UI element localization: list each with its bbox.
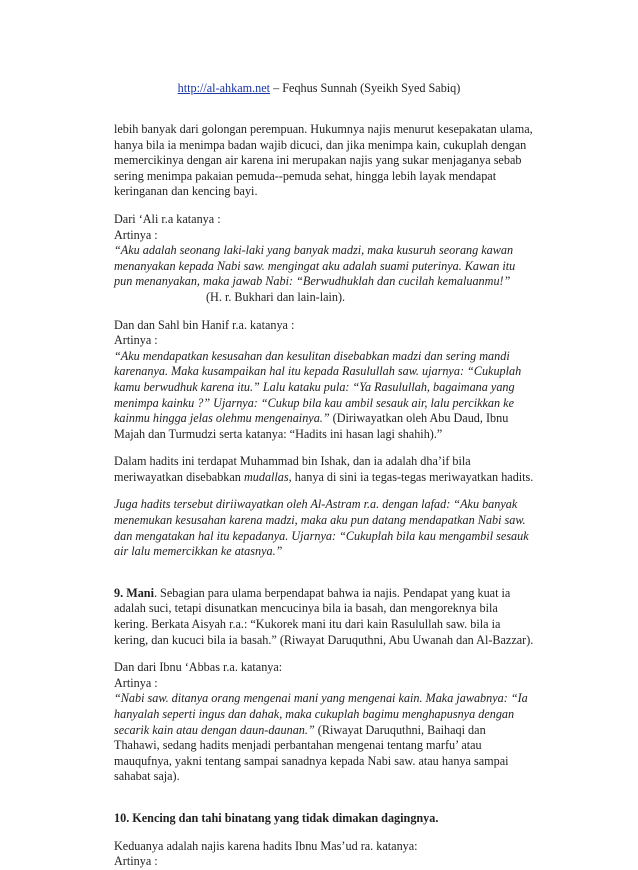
section-kencing-artinya: Artinya : — [114, 854, 158, 869]
hadith-ali-artinya: Artinya : — [114, 227, 158, 242]
section-mani-heading: 9. Mani — [114, 585, 154, 600]
hadith-sahl-artinya: Artinya : — [114, 333, 158, 348]
section-mani-text: . Sebagian para ulama berpendapat bahwa ia najis. Pendapat yang kuat ia adalah suci, tetapi disunatkan mencucinya bila ia basah, dan mengoreknya bila kering. Berkata Aisyah r.a.: “Kukorek mani itu dari kain Rasulullah saw. bila ia kering, dan kucuci bila ia basah.” (Riwayat Daruquthni, Abu Uwanah dan Al-Bazzar). — [114, 585, 534, 647]
hadith-abbas-narration: (Riwayat Daruquthni, Baihaqi dan Thahawi, sedang hadits menjadi perbantahan mengenai tentang marfu’ atau mauqufnya, yakni tentang sampai sanadnya kepada Nabi saw. atau hanya sampai sahabat saja). — [114, 722, 509, 784]
spacer — [114, 572, 534, 586]
hadith-ali-source: (H. r. Bukhari dan lain-lain). — [206, 289, 346, 304]
hadith-sahl-narration: (Diriwayatkan oleh Abu Daud, Ibnu Majah dan Turmudzi serta katanya: “Hadits ini hasan lagi shahih).” — [114, 411, 509, 441]
section-kencing — [114, 839, 534, 870]
spacer — [114, 797, 534, 811]
paragraph-ishak — [114, 454, 534, 485]
hadith-ali-quote: “Aku adalah seonang laki-laki yang banyak madzi, maka kusuruh seorang kawan menanyakan kepada Nabi saw. mengingat aku adalah suami puterinya. Kawan itu pun menanyakan, maka jawab Nabi: “Berwudhuklah dan cucilah kemaluanmu!” — [114, 243, 516, 289]
paragraph-astram: Juga hadits tersebut diriiwayatkan oleh Al-Astram r.a. dengan lafad: “Aku banyak menemukan kesusahan karena madzi, maka aku pun datang mendapatkan Nabi saw. dan mengatakan hal itu kepadanya. Ujarnya: “Cukuplah bila kau mengambil sesauk air lalu memercikkan ke atasnya.” — [114, 497, 529, 559]
hadith-abbas-intro: Dan dari Ibnu ‘Abbas r.a. katanya: — [114, 660, 283, 675]
hadith-ali — [114, 212, 534, 306]
hadith-abbas-quote: “Nabi saw. ditanya orang mengenai mani yang mengenai kain. Maka jawabnya: “Ia hanyalah seperti ingus dan dahak, maka cukuplah bagimu menghapusnya dengan secarik kain atau dengan daun-daunan.” — [114, 691, 528, 737]
document-body — [114, 122, 534, 870]
page-header — [0, 80, 638, 96]
hadith-sahl-quote: “Aku mendapatkan kesusahan dan kesulitan disebabkan madzi dan sering mandi karenanya. Maka kusampaikan hal itu kepada Rasulullah saw. ujarnya: “Cukuplah kamu berwudhuk karena itu.” Lalu kataku pula: “Ya Rasulullah, bagaimana yang menimpa kainku ?” Ujarnya: “Cukup bila kau ambil sesauk air, lalu percikkan ke kainmu hingga jelas olehmu mengenainya.” — [114, 348, 522, 426]
ishak-after: hanya di sini ia tegas-tegas meriwayatkan hadits. — [291, 469, 534, 484]
hadith-abbas — [114, 660, 534, 785]
hadith-sahl-intro: Dan dan Sahl bin Hanif r.a. katanya : — [114, 317, 295, 332]
ishak-term: mudallas, — [243, 469, 292, 484]
hadith-ali-intro: Dari ‘Ali r.a katanya : — [114, 211, 221, 226]
source-link[interactable]: http://al-ahkam.net — [177, 81, 271, 95]
hadith-sahl — [114, 318, 534, 443]
header-title: – Feqhus Sunnah (Syeikh Syed Sabiq) — [270, 81, 461, 95]
section-kencing-text: Keduanya adalah najis karena hadits Ibnu Mas’ud ra. katanya: — [114, 838, 418, 853]
paragraph-intro: lebih banyak dari golongan perempuan. Hukumnya najis menurut kesepakatan ulama, hanya bila ia menimpa badan wajib dicuci, dan jika menimpa kain, cukuplah dengan memercikinya dengan air karena ini merupakan najis yang sukar menjaganya sebab sering menimpa pakaian pemuda--pemuda sehat, hingga lebih layak mendapat keringanan dan kencing bayi. — [114, 122, 533, 199]
section-kencing-heading: 10. Kencing dan tahi binatang yang tidak dimakan dagingnya. — [114, 810, 439, 825]
section-mani — [114, 586, 534, 648]
hadith-abbas-artinya: Artinya : — [114, 675, 158, 690]
ishak-text: Dalam hadits ini terdapat Muhammad bin Ishak, dan ia adalah dha’if bila meriwayatkan disebabkan — [114, 454, 471, 484]
